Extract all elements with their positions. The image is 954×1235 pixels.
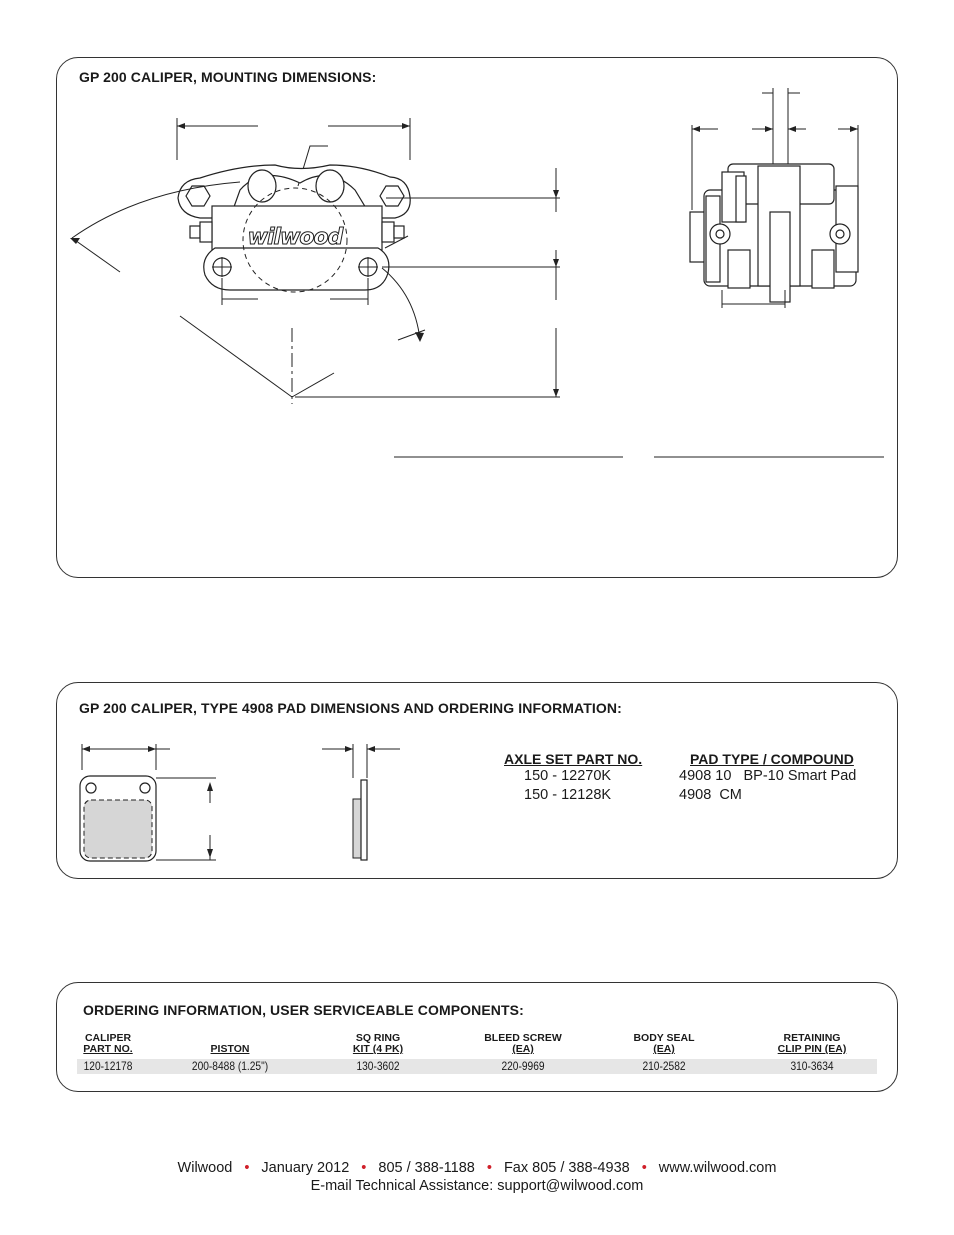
footer-contact-line — [0, 1160, 954, 1176]
footer-date: January 2012 — [261, 1160, 350, 1176]
col-header-sq-ring: SQ RING KIT (4 PK) — [352, 1032, 404, 1055]
footer-fax: Fax 805 / 388-4938 — [503, 1160, 630, 1176]
cell-piston: 200-8488 (1.25") — [191, 1059, 269, 1073]
mounting-dimensions-title: GP 200 CALIPER, MOUNTING DIMENSIONS: — [79, 69, 377, 85]
footer-phone: 805 / 388-1188 — [378, 1160, 475, 1176]
pad-dimensions-title: GP 200 CALIPER, TYPE 4908 PAD DIMENSIONS AND ORDERING INFORMATION: — [79, 700, 622, 716]
pad-type-1: 4908 10 BP-10 Smart Pad — [679, 768, 857, 784]
bullet-icon: • — [486, 1160, 492, 1176]
cell-retaining-clip: 310-3634 — [790, 1059, 834, 1073]
col-header-piston: PISTON — [210, 1043, 250, 1055]
axle-part-1: 150 - 12270K — [524, 768, 612, 784]
footer-company: Wilwood — [177, 1160, 233, 1176]
cell-bleed-screw: 220-9969 — [501, 1059, 545, 1073]
pad-type-2: 4908 CM — [679, 787, 742, 803]
footer-website-link[interactable]: www.wilwood.com — [658, 1160, 777, 1176]
bullet-icon: • — [641, 1160, 647, 1176]
wilwood-logo: wilwood — [247, 225, 343, 250]
bullet-icon: • — [361, 1160, 367, 1176]
bullet-icon: • — [244, 1160, 250, 1176]
axle-part-2: 150 - 12128K — [524, 787, 612, 803]
cell-sq-ring: 130-3602 — [356, 1059, 400, 1073]
pad-type-header: PAD TYPE / COMPOUND — [690, 751, 854, 767]
cell-caliper: 120-12178 — [83, 1059, 133, 1073]
axle-set-header: AXLE SET PART NO. — [504, 751, 643, 767]
col-header-bleed-screw: BLEED SCREW (EA) — [484, 1032, 562, 1055]
footer-email-line[interactable]: E-mail Technical Assistance: support@wilwood.com — [310, 1178, 644, 1194]
col-header-retaining-clip: RETAINING CLIP PIN (EA) — [777, 1032, 847, 1055]
col-header-body-seal: BODY SEAL (EA) — [633, 1032, 695, 1055]
col-header-caliper: CALIPER PART NO. — [83, 1032, 133, 1055]
components-title: ORDERING INFORMATION, USER SERVICEABLE COMPONENTS: — [83, 1002, 524, 1018]
cell-body-seal: 210-2582 — [642, 1059, 686, 1073]
